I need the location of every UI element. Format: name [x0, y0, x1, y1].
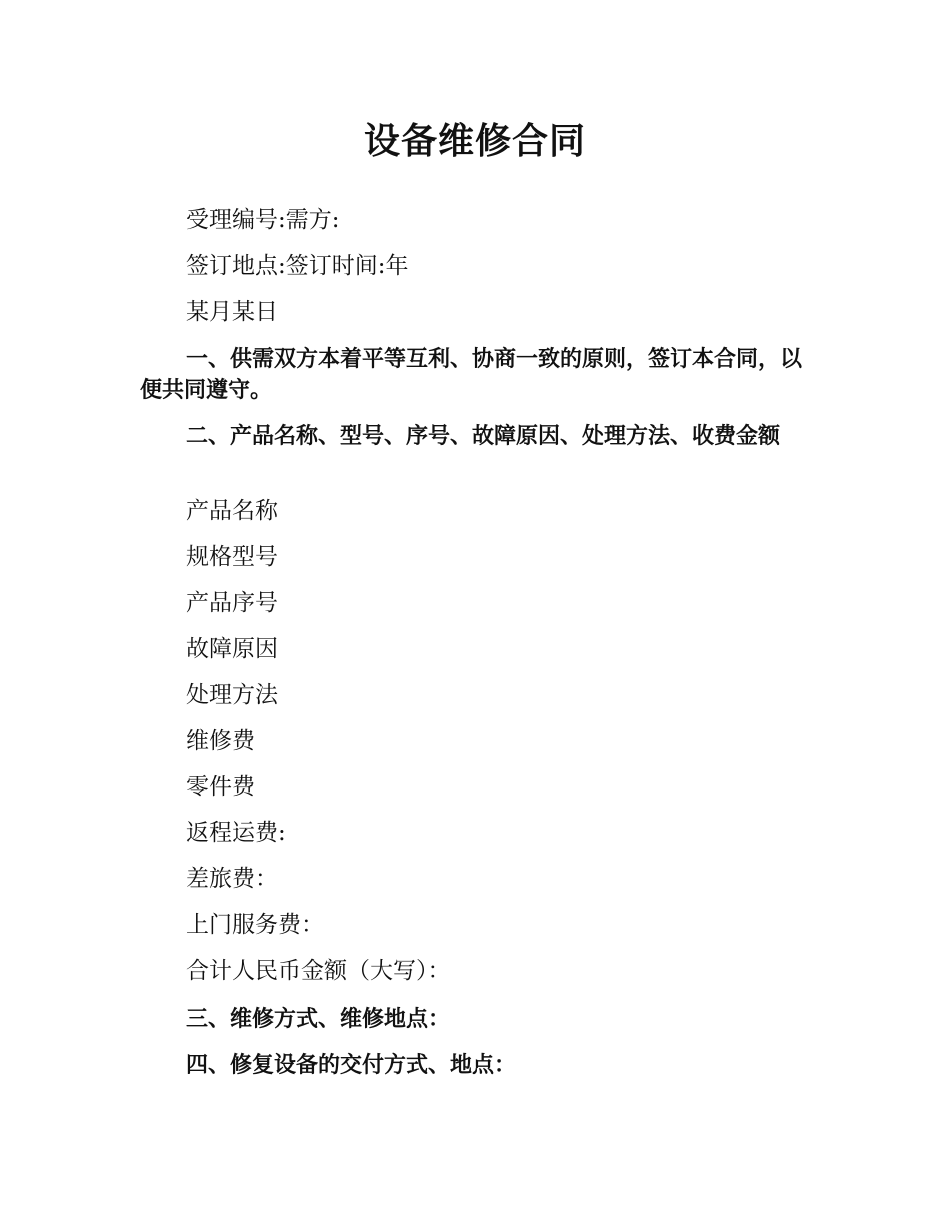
field-onsite-service-fee: 上门服务费：	[186, 912, 324, 938]
field-spec-model: 规格型号	[186, 544, 278, 570]
paragraph-signing-place: 签订地点:签订时间:年	[186, 253, 409, 279]
document-title: 设备维修合同	[363, 121, 586, 162]
field-fault-cause: 故障原因	[186, 636, 278, 662]
clause-4: 四、修复设备的交付方式、地点：	[186, 1053, 517, 1078]
field-travel-expense: 差旅费：	[186, 866, 278, 892]
paragraph-date: 某月某日	[186, 299, 278, 325]
field-repair-fee: 维修费	[186, 728, 255, 754]
field-parts-fee: 零件费	[186, 774, 255, 800]
field-product-name: 产品名称	[186, 498, 278, 524]
clause-2: 二、产品名称、型号、序号、故障原因、处理方法、收费金额	[186, 424, 781, 449]
field-return-freight: 返程运费:	[186, 820, 286, 846]
field-total-amount: 合计人民币金额（大写）：	[186, 958, 451, 984]
field-handling-method: 处理方法	[186, 682, 278, 708]
paragraph-acceptance-number: 受理编号:需方:	[186, 207, 340, 233]
clause-1: 一、供需双方本着平等互利、协商一致的原则，签订本合同，以便共同遵守。	[140, 347, 803, 403]
field-product-serial: 产品序号	[186, 590, 278, 616]
clause-3: 三、维修方式、维修地点：	[186, 1007, 451, 1032]
